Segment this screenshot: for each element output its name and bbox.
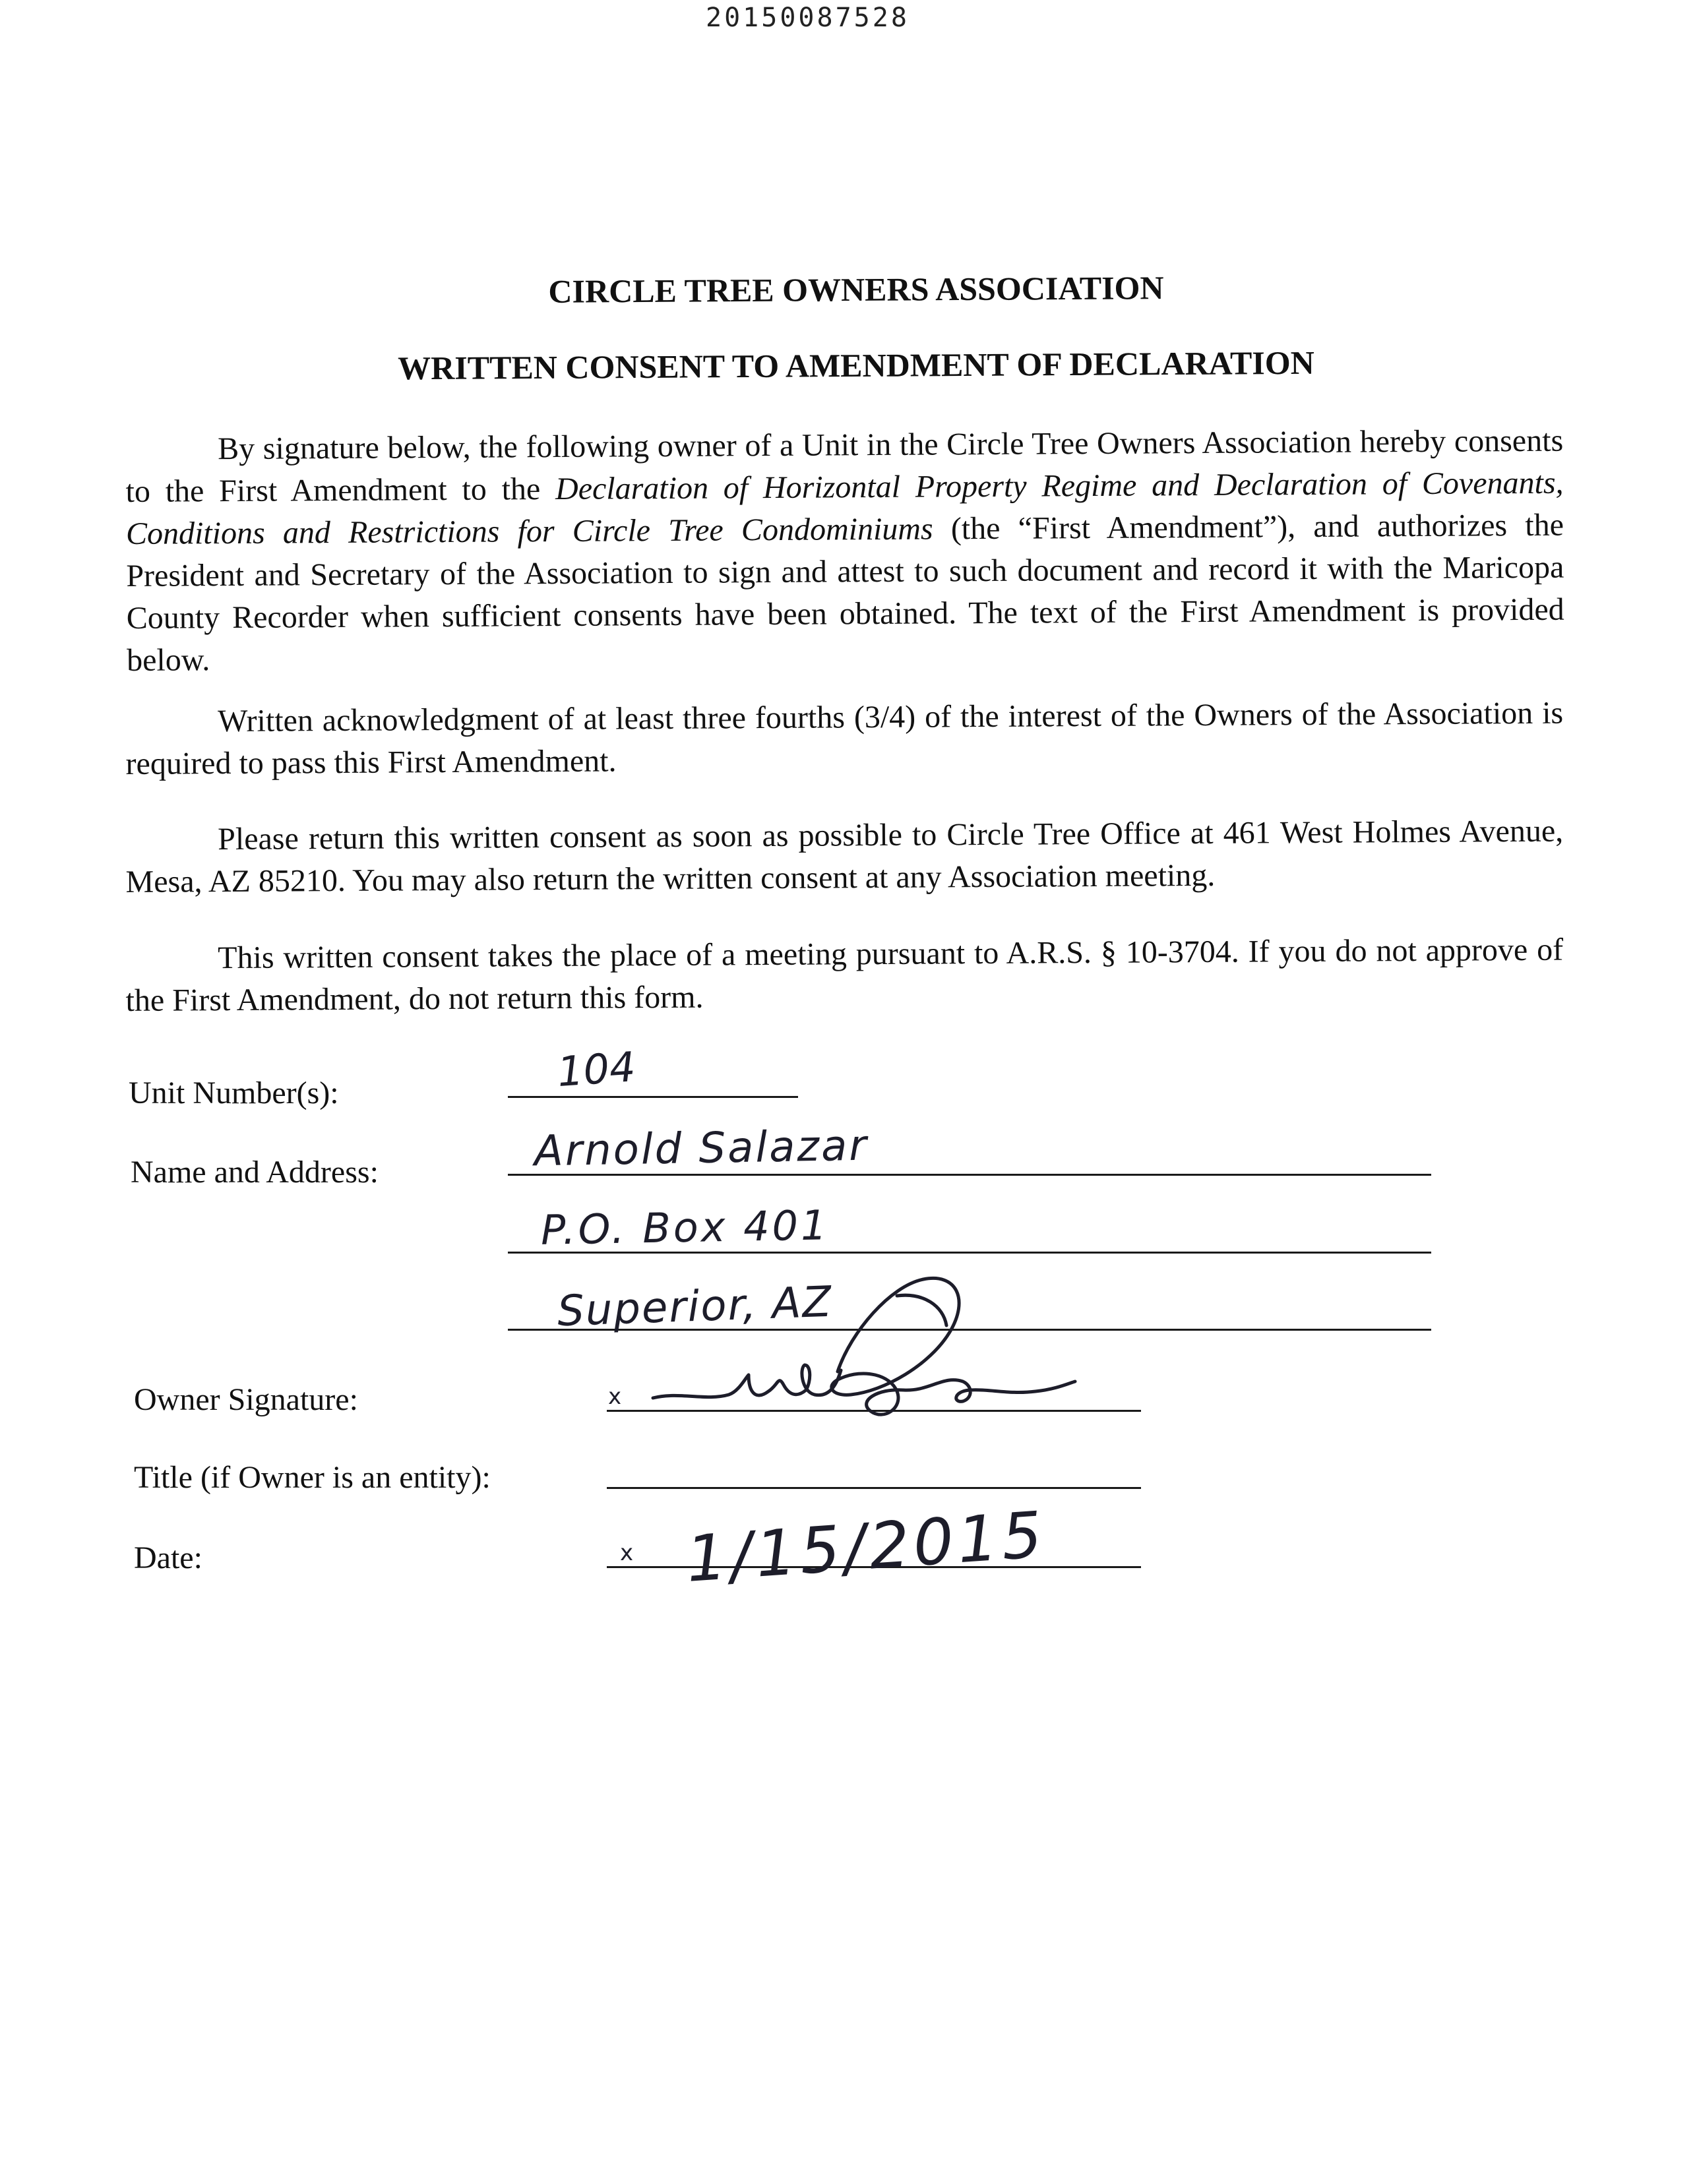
owner-signature[interactable] <box>613 1259 1088 1457</box>
acknowledgment-text: Written acknowledgment of at least three fourths (3/4) of the interest of the Owners of the Association is required to pass this First Amendment. <box>125 695 1564 781</box>
date-x-mark: x <box>620 1540 634 1566</box>
unit-number-value[interactable]: 104 <box>555 1042 637 1097</box>
unit-number-line <box>508 1096 798 1098</box>
meeting-text: This written consent takes the place of a meeting pursuant to A.R.S. § 10-3704. If you do not approve of the First Amendment, do not return this form. <box>125 932 1564 1018</box>
consent-text-end: (the “First Amendment”), and authorizes the President and Secretary of the Association to sign and attest to such document and record it with the Maricopa County Recorder when sufficient consents have been obtained. The text of the First Amendment is provided below. <box>126 507 1564 678</box>
association-heading: CIRCLE TREE OWNERS ASSOCIATION <box>548 269 1164 310</box>
return-instructions-paragraph <box>125 810 1564 903</box>
declaration-title: Declaration of Horizontal Property Regime and Declaration of Covenants, Conditions and Restrictions for Circle Tree Condominiums <box>125 465 1564 551</box>
unit-number-label: Unit Number(s): <box>129 1076 339 1110</box>
signature-x-mark: x <box>608 1383 622 1410</box>
date-label: Date: <box>134 1540 202 1575</box>
title-label: Title (if Owner is an entity): <box>134 1460 491 1495</box>
meeting-paragraph <box>125 929 1564 1022</box>
address-line-2-value[interactable]: Superior, AZ <box>556 1277 834 1337</box>
name-address-label: Name and Address: <box>131 1155 379 1190</box>
return-instructions-text: Please return this written consent as soon as possible to Circle Tree Office at 461 West Holmes Avenue, Mesa, AZ 85210. You may also return the written consent at any Association meeting. <box>125 813 1564 899</box>
date-value[interactable]: 1/15/2015 <box>683 1498 1049 1596</box>
consent-paragraph <box>125 420 1564 682</box>
address-line-1-value[interactable]: P.O. Box 401 <box>540 1201 830 1254</box>
title-line <box>607 1487 1141 1489</box>
acknowledgment-paragraph <box>125 692 1564 785</box>
owner-name-value[interactable]: Arnold Salazar <box>534 1121 869 1176</box>
recording-number: 20150087528 <box>706 3 910 33</box>
owner-signature-label: Owner Signature: <box>134 1382 358 1417</box>
consent-title: WRITTEN CONSENT TO AMENDMENT OF DECLARATION <box>398 344 1314 387</box>
consent-text-start: By signature below, the following owner of a Unit in the Circle Tree Owners Association hereby consents to the First Amendment to the <box>125 423 1564 509</box>
